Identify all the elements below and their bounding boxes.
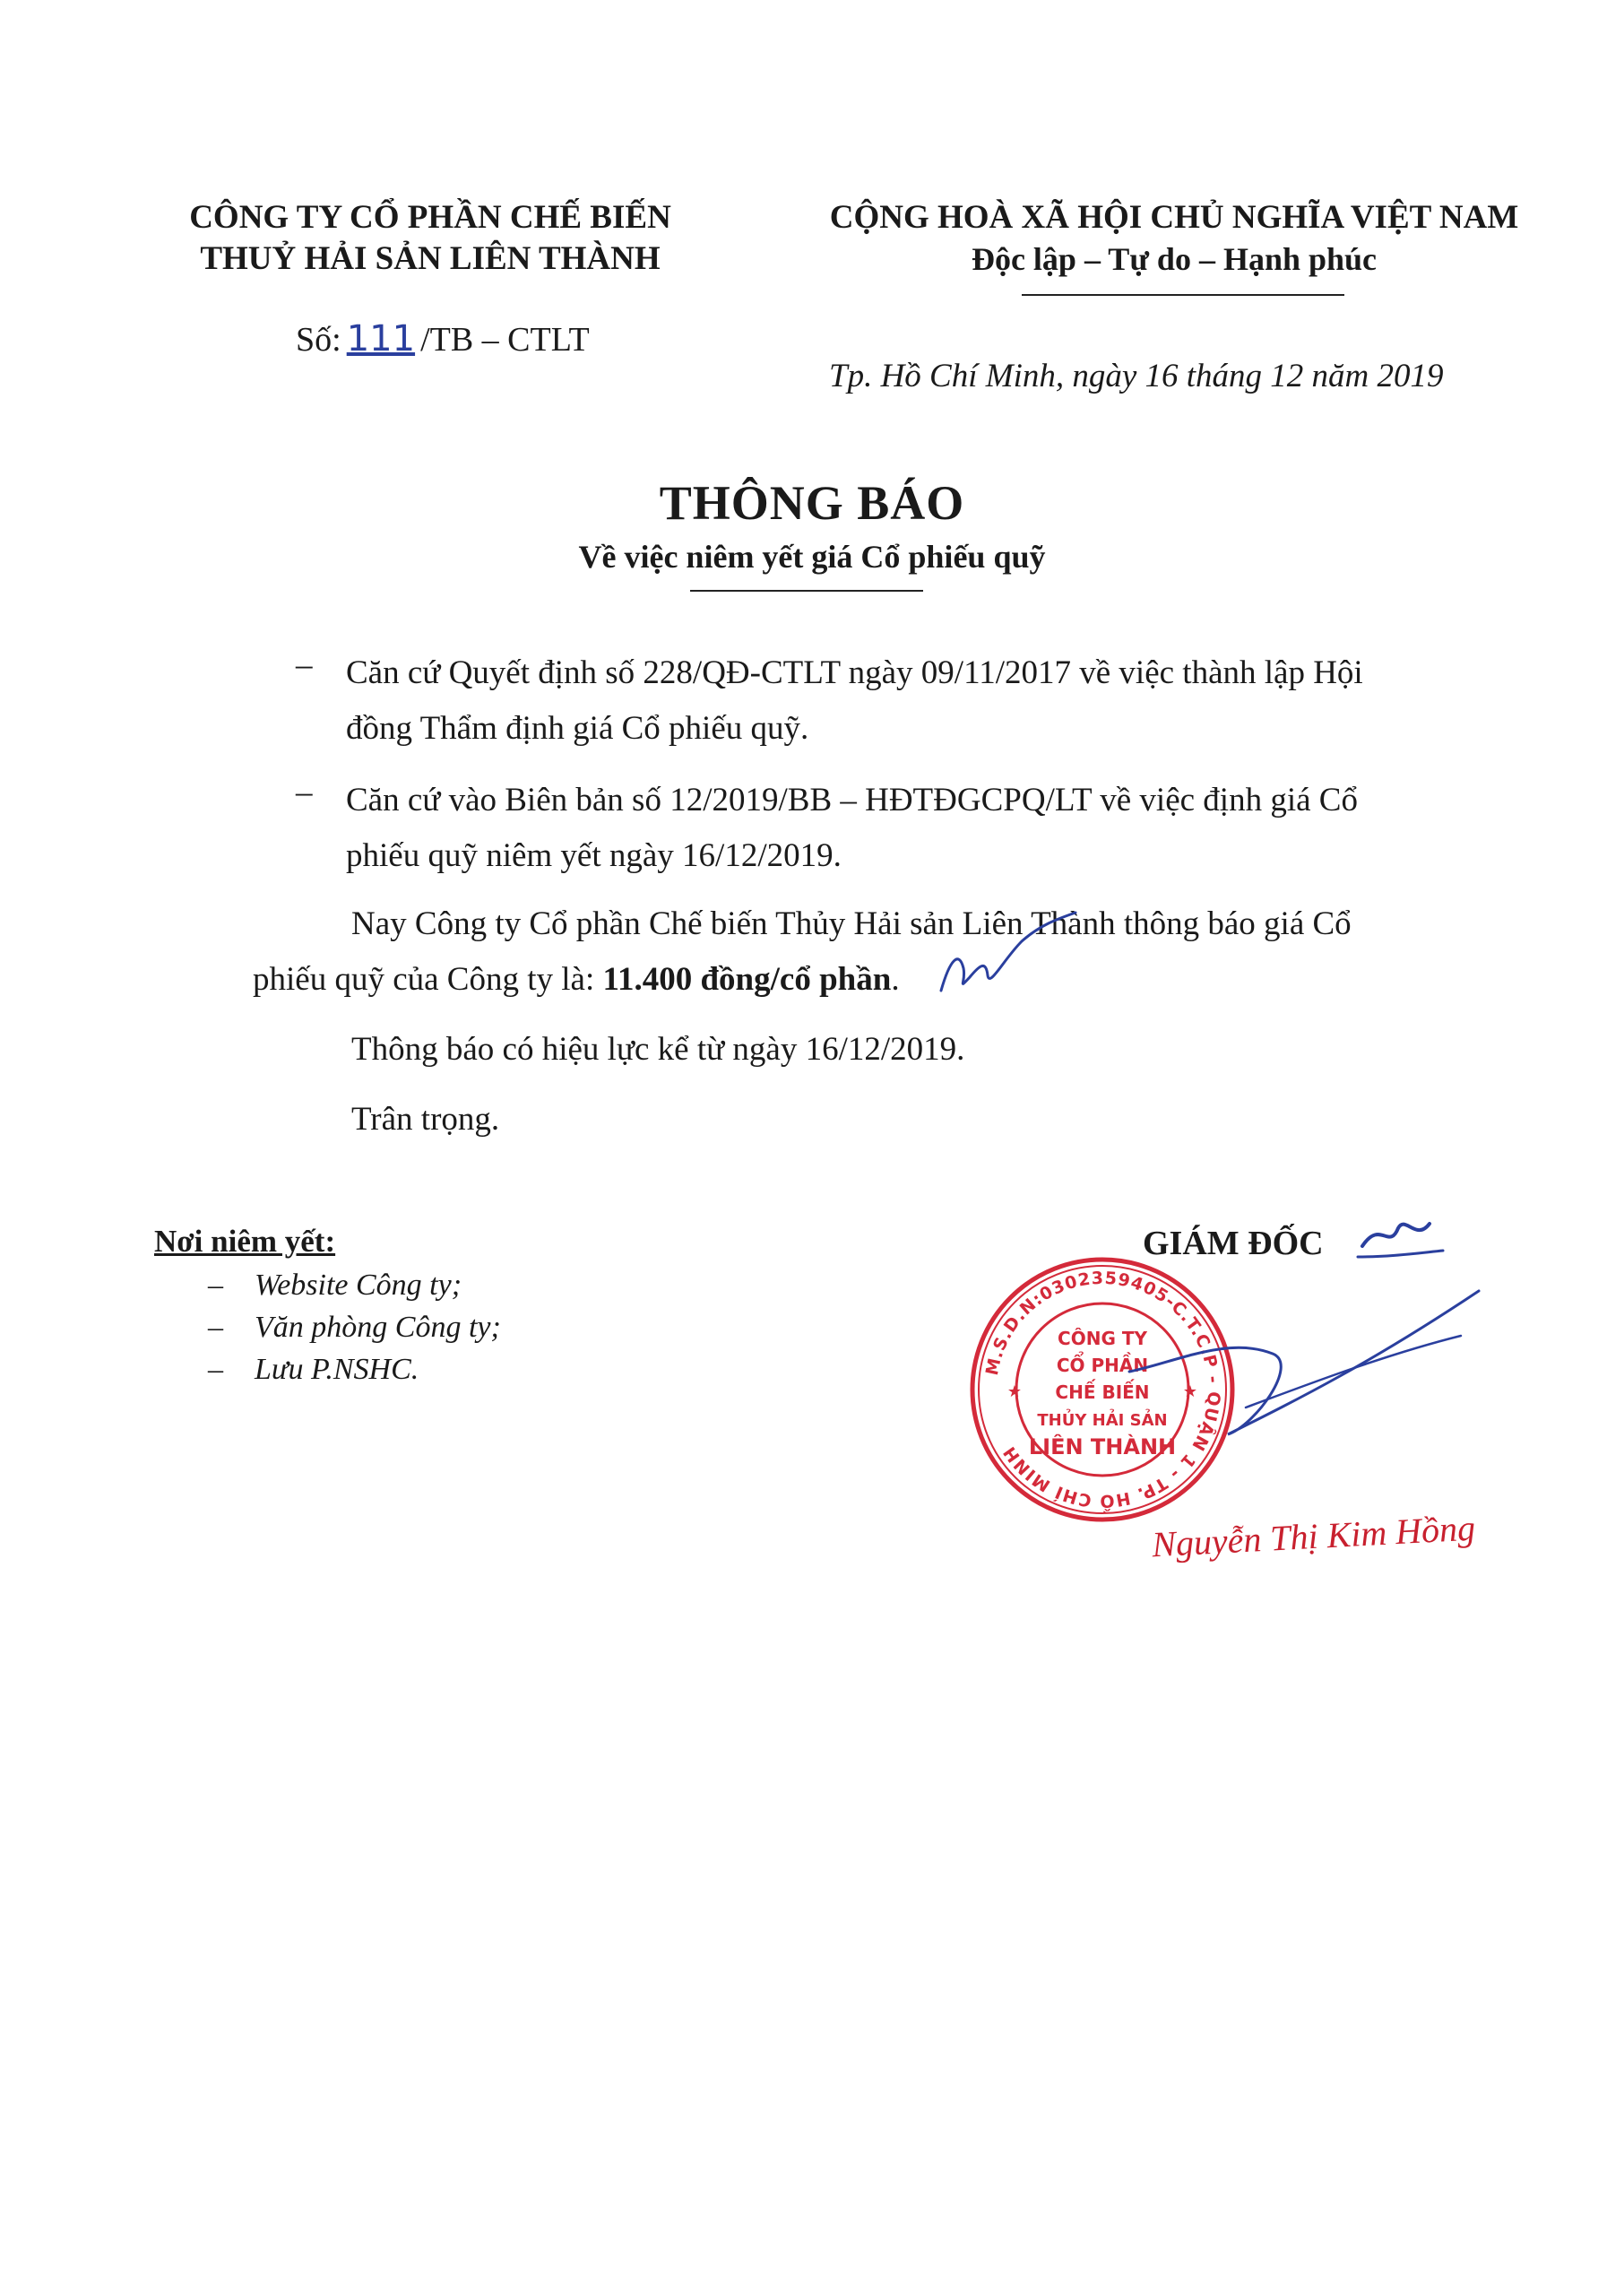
stamp-ring-text: M.S.D.N:0302359405-C.T.C.P - QUẬN 1 - TP. HỒ CHÍ MINH	[981, 1268, 1224, 1511]
document-number-value: 111	[346, 318, 416, 359]
list-dash: –	[208, 1311, 223, 1344]
signer-name: Nguyễn Thị Kim Hồng	[1151, 1507, 1477, 1565]
document-subtitle: Về việc niêm yết giá Cổ phiếu quỹ	[578, 539, 1046, 575]
svg-text:★: ★	[1182, 1382, 1198, 1401]
document-date: Tp. Hồ Chí Minh, ngày 16 tháng 12 năm 2019	[829, 358, 1444, 394]
document-title: THÔNG BÁO	[659, 476, 965, 530]
announcement-paragraph	[253, 896, 1427, 1008]
announcement-end: .	[891, 961, 900, 998]
list-dash: –	[296, 646, 313, 683]
recipient-label: Văn phòng Công ty;	[255, 1311, 501, 1344]
recipient-label: Website Công ty;	[255, 1269, 462, 1302]
stamp-line: THỦY HẢI SẢN	[1037, 1411, 1168, 1430]
recipient-item	[208, 1311, 501, 1345]
document-number	[296, 318, 590, 359]
director-signature-icon	[1120, 1201, 1497, 1542]
stamp-line: CHẾ BIẾN	[1055, 1381, 1150, 1403]
document-number-label: Số:	[296, 321, 341, 359]
company-name-block	[161, 197, 699, 280]
company-name-line2: THUỶ HẢI SẢN LIÊN THÀNH	[200, 240, 661, 277]
list-dash: –	[208, 1353, 223, 1386]
reference-paragraph-2: Căn cứ vào Biên bản số 12/2019/BB – HĐTĐGCPQ/LT về việc định giá Cổ phiếu quỹ niêm yết ngày 16/12/2019.	[346, 782, 1358, 874]
document-number-suffix: /TB – CTLT	[420, 321, 590, 359]
list-dash: –	[208, 1269, 223, 1302]
stamp-line: CÔNG TY	[1058, 1328, 1147, 1349]
list-dash: –	[296, 774, 313, 810]
svg-text:★: ★	[1006, 1382, 1023, 1401]
initial-signature-icon	[923, 905, 1084, 1004]
director-title: GIÁM ĐỐC	[1143, 1225, 1324, 1262]
motto-underline	[1022, 294, 1344, 296]
national-motto-block	[789, 197, 1559, 280]
nation-motto: Độc lập – Tự do – Hạnh phúc	[971, 241, 1378, 277]
recipient-label: Lưu P.NSHC.	[255, 1353, 419, 1386]
reference-paragraph-1: Căn cứ Quyết định số 228/QĐ-CTLT ngày 09/11/2017 về việc thành lập Hội đồng Thẩm định giá Cổ phiếu quỹ.	[346, 654, 1363, 747]
effective-date-paragraph: Thông báo có hiệu lực kể từ ngày 16/12/2019.	[351, 1031, 965, 1068]
nation-name: CỘNG HOÀ XÃ HỘI CHỦ NGHĨA VIỆT NAM	[829, 199, 1519, 236]
stamp-line: CỔ PHẦN	[1056, 1355, 1149, 1376]
subtitle-underline	[690, 590, 923, 592]
announcement-text: Nay Công ty Cổ phần Chế biến Thủy Hải sản Liên Thành thông báo giá Cổ phiếu quỹ của Công ty là:	[253, 905, 1352, 998]
stamp-line: LIÊN THÀNH	[1028, 1434, 1177, 1459]
recipients-heading: Nơi niêm yết:	[154, 1224, 336, 1259]
closing-regards: Trân trọng.	[351, 1101, 500, 1138]
company-name-line1: CÔNG TY CỔ PHẦN CHẾ BIẾN	[189, 199, 671, 236]
recipient-item	[208, 1353, 419, 1387]
share-price: 11.400 đồng/cổ phần	[602, 961, 892, 998]
recipient-item	[208, 1269, 462, 1303]
